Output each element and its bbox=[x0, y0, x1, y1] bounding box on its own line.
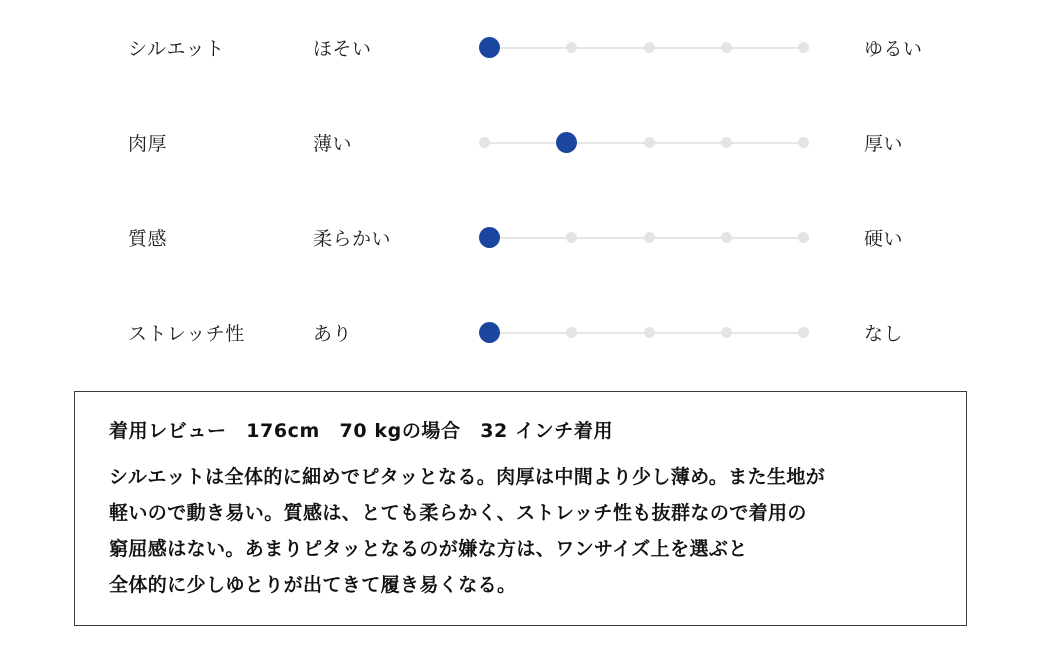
scale-dot-5 bbox=[798, 137, 809, 148]
scale-dot-3 bbox=[644, 327, 655, 338]
attribute-name: ストレッチ性 bbox=[128, 323, 245, 345]
scale-dot-3 bbox=[644, 137, 655, 148]
attribute-scale bbox=[479, 322, 809, 344]
review-line: 全体的に少しゆとりが出てきて履き易くなる。 bbox=[109, 574, 517, 596]
attribute-right-label: 硬い bbox=[864, 228, 904, 250]
scale-dot-1 bbox=[479, 137, 490, 148]
attribute-right-label: ゆるい bbox=[864, 38, 923, 60]
review-line: 軽いので動き易い。質感は、とても柔らかく、ストレッチ性も抜群なので着用の bbox=[109, 502, 807, 524]
attribute-row bbox=[0, 190, 1040, 285]
scale-dot-2 bbox=[566, 42, 577, 53]
scale-dot-2 bbox=[566, 232, 577, 243]
wearing-review-box bbox=[74, 391, 967, 626]
scale-dot-3 bbox=[644, 232, 655, 243]
scale-dots bbox=[479, 37, 809, 59]
scale-dot-5 bbox=[798, 232, 809, 243]
scale-dot-4 bbox=[721, 327, 732, 338]
scale-dot-2 bbox=[566, 327, 577, 338]
attribute-left-label: あり bbox=[313, 323, 353, 345]
scale-dots bbox=[479, 132, 809, 154]
scale-dot-2 bbox=[556, 132, 577, 153]
scale-dot-4 bbox=[721, 137, 732, 148]
attribute-name: シルエット bbox=[128, 38, 225, 60]
attribute-left-label: ほそい bbox=[313, 38, 372, 60]
attribute-scale bbox=[479, 37, 809, 59]
attribute-name: 肉厚 bbox=[128, 133, 168, 155]
scale-dot-1 bbox=[479, 37, 500, 58]
review-line: シルエットは全体的に細めでピタッとなる。肉厚は中間より少し薄め。また生地が bbox=[109, 466, 826, 488]
scale-dots bbox=[479, 227, 809, 249]
attribute-left-label: 薄い bbox=[313, 133, 353, 155]
review-title: 着用レビュー 176cm 70 kgの場合 32 インチ着用 bbox=[109, 420, 614, 442]
scale-dot-5 bbox=[798, 42, 809, 53]
attribute-left-label: 柔らかい bbox=[313, 228, 392, 250]
scale-dot-4 bbox=[721, 42, 732, 53]
scale-dot-4 bbox=[721, 232, 732, 243]
scale-dot-5 bbox=[798, 327, 809, 338]
scale-dot-3 bbox=[644, 42, 655, 53]
attribute-right-label: なし bbox=[864, 323, 904, 345]
attribute-scale bbox=[479, 132, 809, 154]
scale-dots bbox=[479, 322, 809, 344]
attribute-name: 質感 bbox=[128, 228, 168, 250]
attribute-row bbox=[0, 95, 1040, 190]
scale-dot-1 bbox=[479, 227, 500, 248]
attribute-right-label: 厚い bbox=[864, 133, 904, 155]
scale-dot-1 bbox=[479, 322, 500, 343]
attribute-row bbox=[0, 0, 1040, 95]
review-line: 窮屈感はない。あまりピタッとなるのが嫌な方は、ワンサイズ上を選ぶと bbox=[109, 538, 748, 560]
attribute-row bbox=[0, 285, 1040, 380]
attribute-scale bbox=[479, 227, 809, 249]
